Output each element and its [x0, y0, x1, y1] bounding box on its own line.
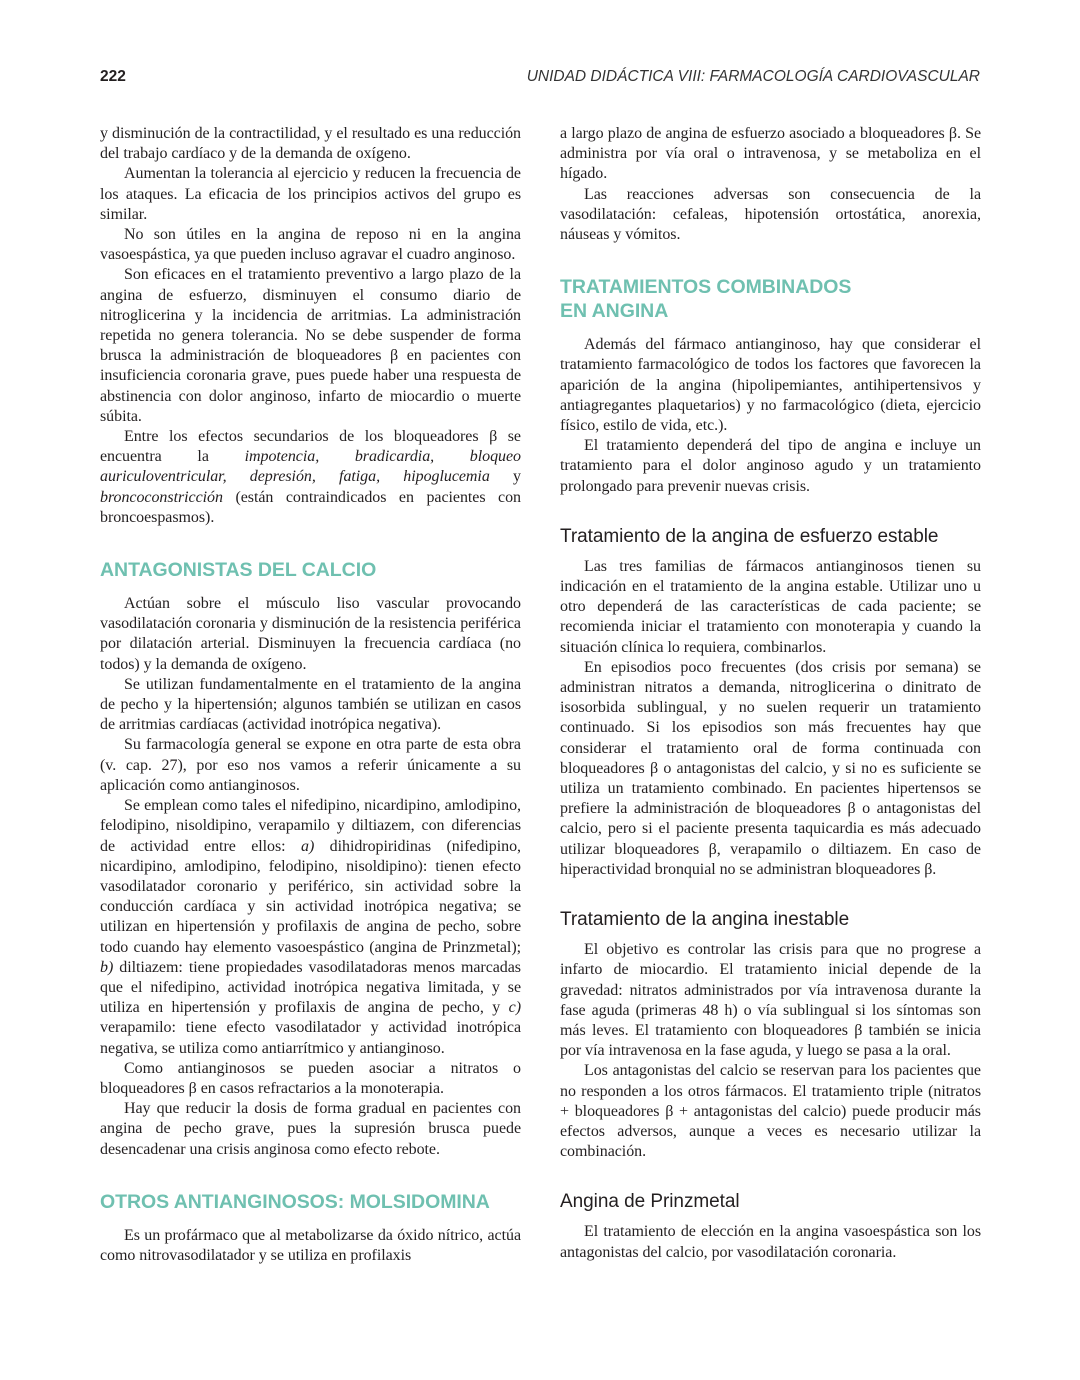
text-segment: Además del fármaco antianginoso, hay que considerar el tratamiento farmacológico de todos los factores que favorecen la aparición de la angina (hipolipemiantes, antihipertensivos y antiagregantes plaquetarios) y no farmacológico (dieta, ejercicio físico, estilo de vida, etc.).	[560, 336, 981, 435]
page-number: 222	[100, 68, 126, 85]
subsection-heading	[560, 1190, 981, 1214]
running-title: UNIDAD DIDÁCTICA VIII: FARMACOLOGÍA CARDIOVASCULAR	[526, 68, 980, 85]
paragraph	[560, 436, 981, 497]
paragraph	[560, 335, 981, 436]
text-segment: Son eficaces en el tratamiento preventivo a largo plazo de la angina de esfuerzo, disminuyen el consumo diario de nitroglicerina y la incidencia de arritmias. La administración repetida no genera tolerancia. No se debe suspender de forma brusca la administración de bloqueadores β en pacientes con insuficiencia coronaria grave, pues puede haber una respuesta de abstinencia con dolor anginoso, infarto de miocardio o muerte súbita.	[100, 266, 521, 425]
paragraph	[100, 796, 521, 1059]
text-segment: Se utilizan fundamentalmente en el tratamiento de la angina de pecho y la hipertensión; algunos también se utilizan en casos de arritmias cardíacas (actividad inotrópica negativa).	[100, 675, 521, 734]
paragraph	[100, 164, 521, 225]
text-segment: Hay que reducir la dosis de forma gradual en pacientes con angina de pecho grave, pues la supresión brusca puede desencadenar una crisis anginosa como efecto rebote.	[100, 1100, 521, 1158]
text-segment: Es un profármaco que al metabolizarse da óxido nítrico, actúa como nitrovasodilatador y se utiliza en profilaxis	[100, 1226, 521, 1264]
text-segment: Los antagonistas del calcio se reservan para los pacientes que no responden a los otros fármacos. El tratamiento triple (nitratos + bloqueadores β + antagonistas del calcio) puede producir más efectos adversos, aunque a veces es necesario utilizar la combinación.	[560, 1062, 981, 1161]
paragraph	[100, 225, 521, 265]
text-segment: El tratamiento dependerá del tipo de angina e incluye un tratamiento para el dolor anginoso agudo y un tratamiento prolongado para prevenir nuevas crisis.	[560, 437, 981, 495]
heading-line: TRATAMIENTOS COMBINADOS	[560, 276, 852, 299]
text-segment: El objetivo es controlar las crisis para que no progrese a infarto de miocardio. El tratamiento inicial depende de la gravedad: nitratos administrados por vía intravenosa durante la fase aguda (primeras 48 h) o vía sublingual si los síntomas son más leves. El tratamiento con bloqueadores β también se inicia por vía intravenosa en la fase aguda, y luego se pasa a la oral.	[560, 941, 981, 1060]
paragraph	[560, 1061, 981, 1162]
text-segment: En episodios poco frecuentes (dos crisis por semana) se administran nitratos a demanda, nitroglicerina o dinitrato de isosorbida sublingual, y no suelen requerir un tratamiento continuado. Si los episodios son más frecuentes hay que considerar el tratamiento oral de forma continuada con bloqueadores β o antagonistas del calcio, y si no es suficiente se utiliza un tratamiento combinado. En pacientes hipertensos se prefiere la administración de bloqueadores β o antagonistas del calcio, pero si el paciente presenta taquicardia es más adecuado utilizar bloqueadores β, verapamilo o diltiazem. En caso de hiperactividad bronquial no se administran bloqueadores β.	[560, 658, 981, 878]
text-segment: Como antianginosos se pueden asociar a nitratos o bloqueadores β en casos refractarios a la monoterapia.	[100, 1059, 521, 1097]
paragraph	[100, 735, 521, 796]
text-segment: Su farmacología general se expone en otra parte de esta obra (v. cap. 27), por eso nos vamos a referir únicamente a su aplicación como antianginosos.	[100, 736, 521, 794]
paragraph	[100, 265, 521, 427]
text-segment: y	[489, 468, 521, 486]
subsection-heading	[560, 525, 981, 549]
section-heading	[100, 1190, 521, 1214]
text-segment: Las tres familias de fármacos antianginosos tienen su indicación en el tratamiento de la angina estable. Utilizar uno u otro dependerá de las características de cada paciente; se recomienda iniciar el tratamiento con monoterapia y cuando la situación clínica lo requiera, combinarlos.	[560, 557, 981, 656]
text-segment: Entre los efectos secundarios de los bloqueadores β se encuentra la	[100, 428, 521, 466]
heading-line: EN ANGINA	[560, 300, 669, 323]
italic-text: c)	[508, 999, 521, 1017]
text-segment: dihidropiridinas (nifedipino, nicardipino, amlodipino, felodipino, nisoldipino): tienen efecto vasodilatador coronario y periférico, sin actividad sobre la conducción cardíaca y sin actividad inotrópica negativa; se utilizan en hipertensión y profilaxis de angina de pecho, sobre todo cuando hay elemento vasoespástico (angina de Prinzmetal);	[100, 837, 521, 956]
heading-line: Tratamiento de la angina de esfuerzo estable	[560, 525, 939, 547]
subsection-heading	[560, 908, 981, 932]
text-segment: a largo plazo de angina de esfuerzo asociado a bloqueadores β. Se administra por vía oral o intravenosa, y se metaboliza en el hígado.	[560, 125, 981, 183]
paragraph	[100, 427, 521, 528]
text-segment: diltiazem: tiene propiedades vasodilatadoras menos marcadas que el nifedipino, actividad inotrópica negativa limitada, y se utiliza en hipertensión y profilaxis de angina de pecho, y	[100, 958, 521, 1017]
italic-text: impotencia, bradicardia, bloqueo auriculoventricular, depresión, fatiga, hipoglucemia	[100, 448, 521, 486]
text-segment: y disminución de la contractilidad, y el resultado es una reducción del trabajo cardíaco y de la demanda de oxígeno.	[100, 125, 521, 163]
text-segment: Aumentan la tolerancia al ejercicio y reducen la frecuencia de los ataques. La eficacia de los principios activos del grupo es similar.	[100, 165, 521, 223]
text-segment: (están contraindicados en pacientes con broncoespasmos).	[100, 488, 521, 526]
paragraph	[100, 124, 521, 164]
paragraph	[100, 1226, 521, 1266]
italic-text: a)	[301, 837, 315, 855]
heading-line: Tratamiento de la angina inestable	[560, 909, 850, 931]
paragraph	[560, 940, 981, 1061]
paragraph	[100, 594, 521, 675]
paragraph	[100, 1059, 521, 1099]
section-heading	[100, 558, 521, 582]
left-column	[100, 124, 521, 1266]
text-segment: Las reacciones adversas son consecuencia de la vasodilatación: cefaleas, hipotensión ortostática, anorexia, náuseas y vómitos.	[560, 185, 981, 244]
heading-line: OTROS ANTIANGINOSOS: MOLSIDOMINA	[100, 1190, 490, 1213]
heading-line: Angina de Prinzmetal	[560, 1191, 740, 1213]
text-segment: verapamilo: tiene efecto vasodilatador y actividad inotrópica negativa, se utiliza como antiarrítmico y antianginoso.	[100, 1019, 521, 1057]
paragraph	[560, 124, 981, 185]
text-segment: Se emplean como tales el nifedipino, nicardipino, amlodipino, felodipino, nisoldipino, verapamilo y diltiazem, con diferencias de actividad entre ellos:	[100, 797, 521, 855]
right-column	[560, 124, 981, 1263]
section-heading	[560, 275, 981, 323]
paragraph	[560, 185, 981, 246]
paragraph	[560, 658, 981, 880]
paragraph	[100, 675, 521, 736]
text-segment: Actúan sobre el músculo liso vascular provocando vasodilatación coronaria y disminución de la resistencia periférica por dilatación arterial. Disminuyen la frecuencia cardíaca (no todos) y la demanda de oxígeno.	[100, 595, 521, 673]
heading-line: ANTAGONISTAS DEL CALCIO	[100, 559, 377, 582]
text-segment: El tratamiento de elección en la angina vasoespástica son los antagonistas del calcio, por vasodilatación coronaria.	[560, 1223, 981, 1261]
paragraph	[560, 557, 981, 658]
paragraph	[100, 1099, 521, 1160]
italic-text: broncoconstricción	[100, 488, 223, 506]
text-segment: No son útiles en la angina de reposo ni en la angina vasoespástica, ya que pueden incluso agravar el cuadro anginoso.	[100, 226, 521, 264]
paragraph	[560, 1222, 981, 1262]
italic-text: b)	[100, 958, 114, 976]
